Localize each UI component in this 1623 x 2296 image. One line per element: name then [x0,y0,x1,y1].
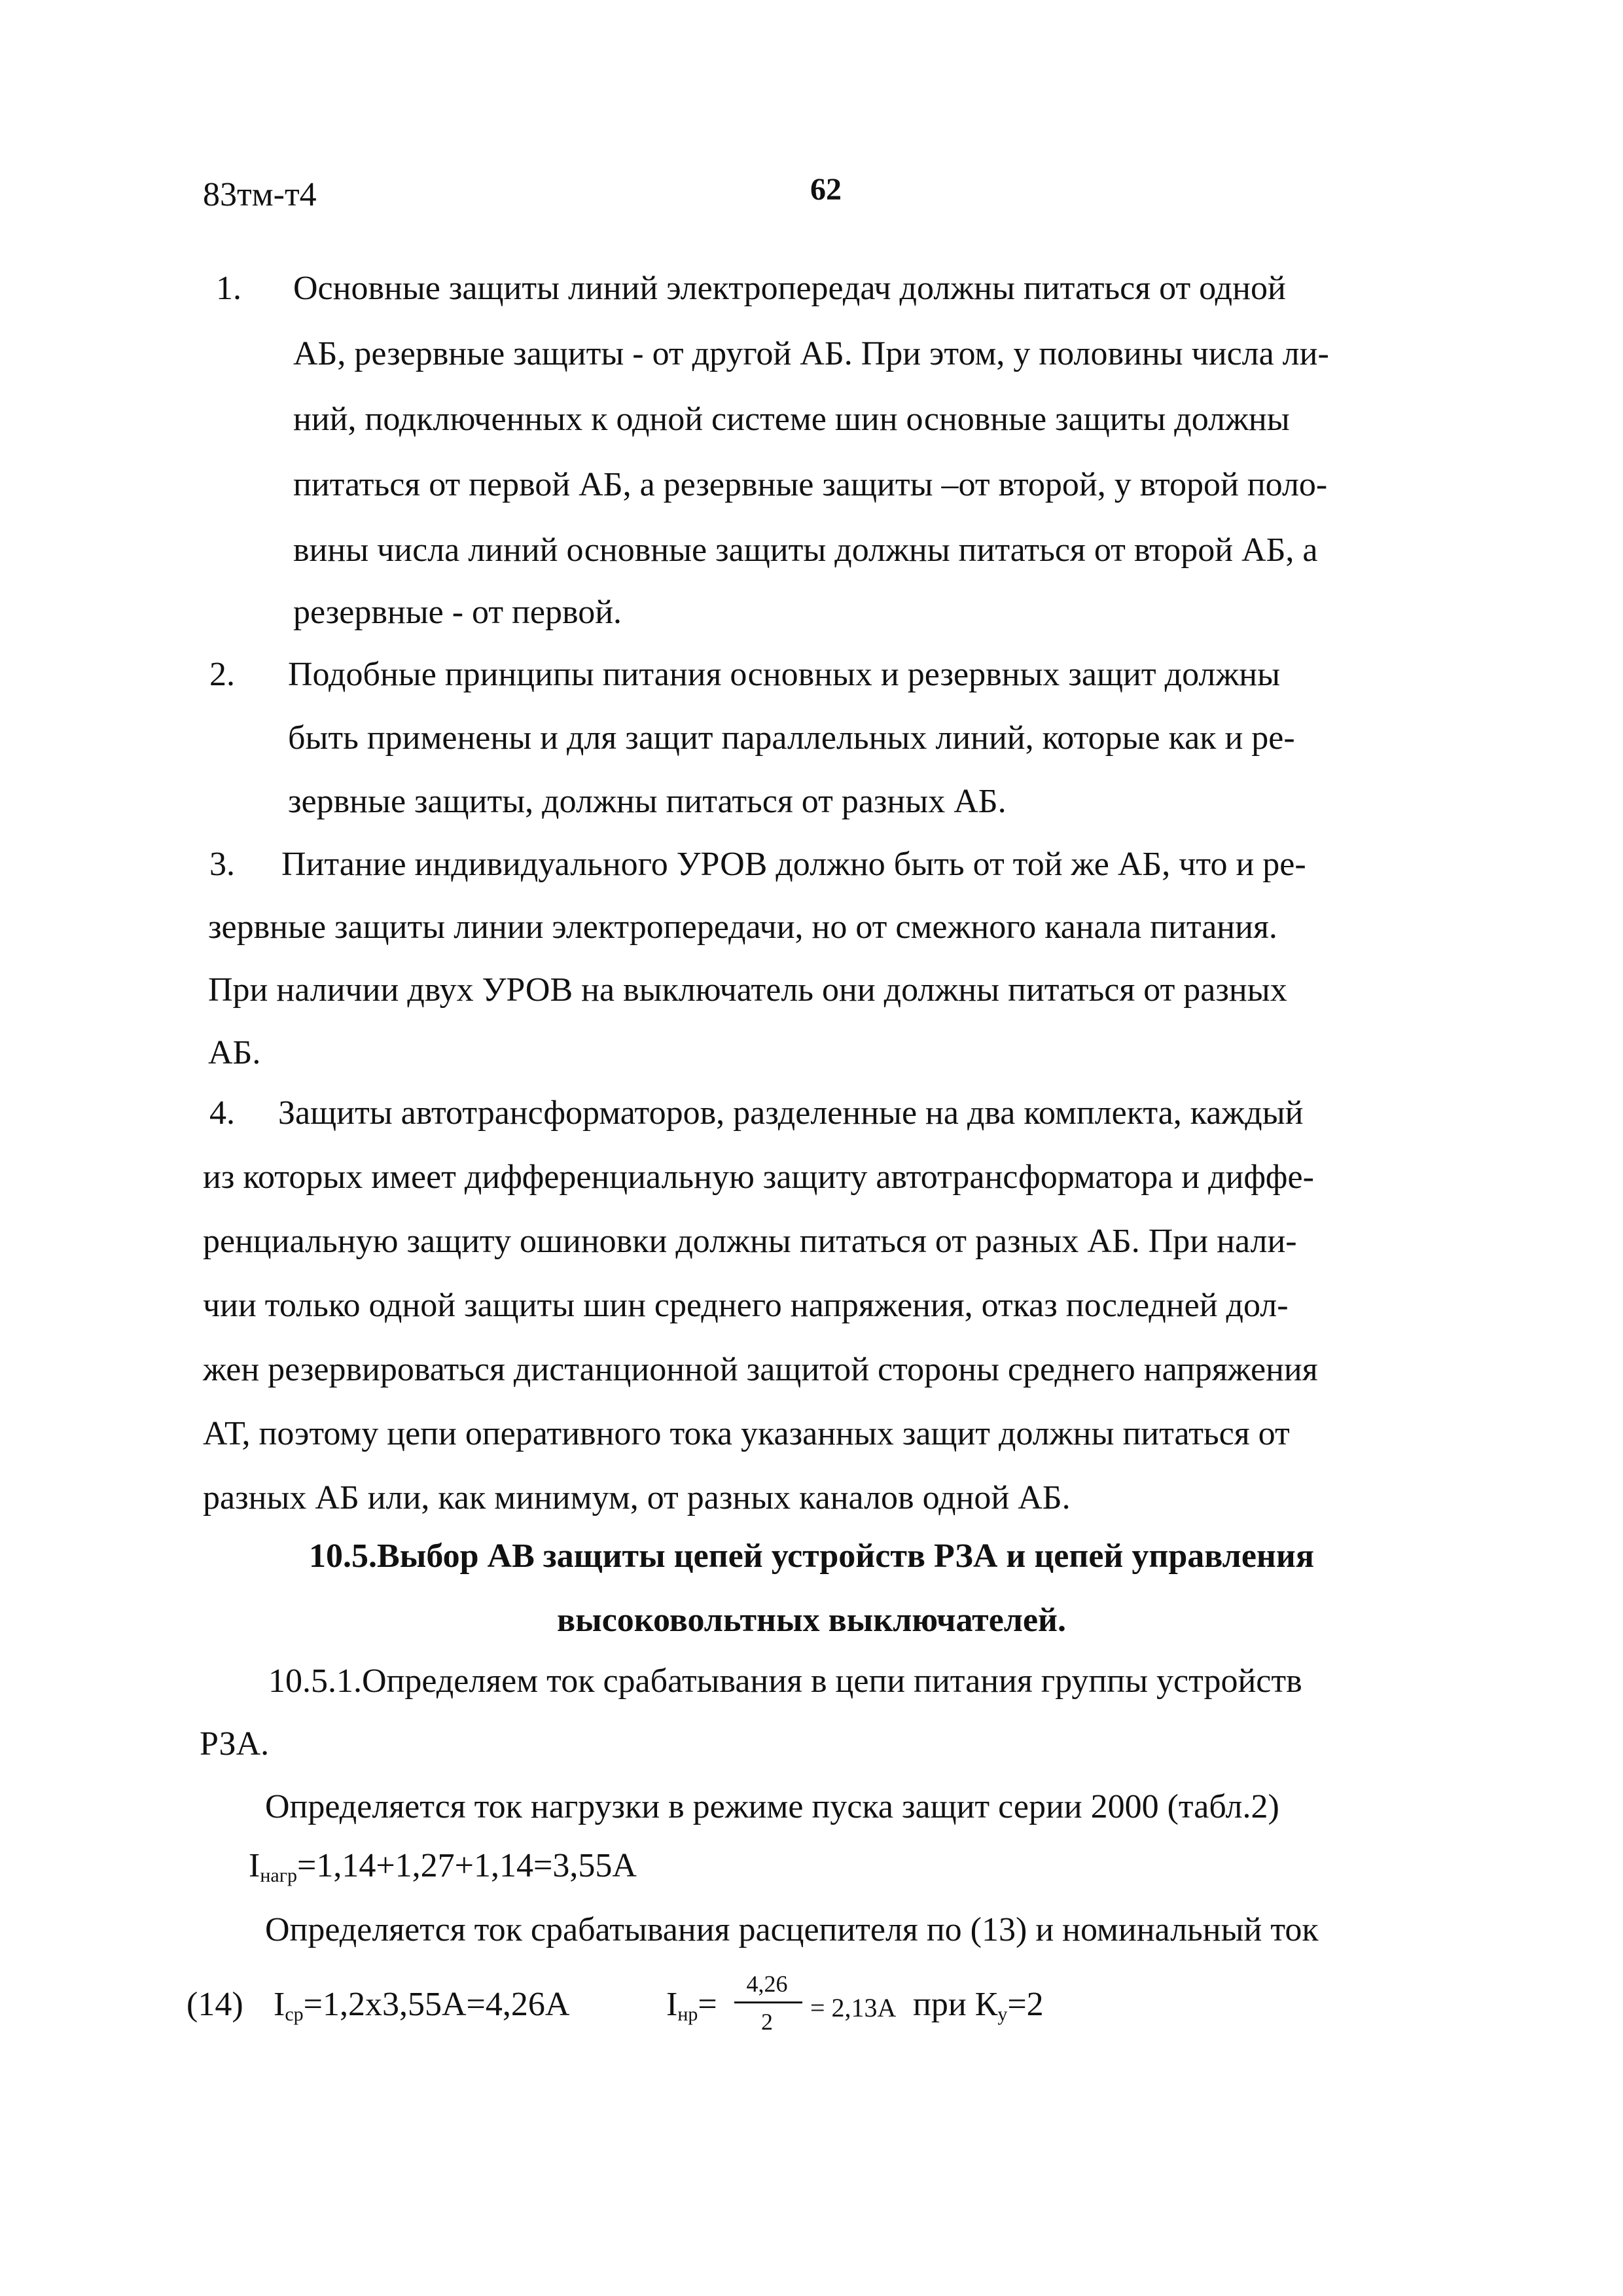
equation-number: (14) [187,1986,243,2023]
item-line: из которых имеет дифференциальную защиту автотрансформатора и диффе- [203,1158,1314,1196]
item-line: чии только одной защиты шин среднего напряжения, отказ последней дол- [203,1287,1289,1324]
item-line: Основные защиты линий электропередач должны питаться от одной [293,270,1286,307]
item-line: вины числа линий основные защиты должны питаться от второй АБ, а [293,531,1318,569]
fraction-numerator: 4,26 [746,1971,788,1997]
section-heading-line: высоковольтных выключателей. [557,1602,1066,1639]
item-line: ний, подключенных к одной системе шин основные защиты должны [293,401,1290,438]
item-line: АТ, поэтому цепи оперативного тока указанных защит должны питаться от [203,1415,1290,1452]
page-number: 62 [810,172,842,207]
fraction-bar [734,2001,802,2003]
subsection-line: 10.5.1.Определяем ток срабатывания в цепи питания группы устройств [268,1662,1302,1700]
nominal-result: = 2,13А [810,1993,897,2022]
fraction-denominator: 2 [761,2009,773,2035]
item-line: резервные - от первой. [293,594,622,631]
item-line: быть применены и для защит параллельных линий, которые как и ре- [288,719,1295,757]
item-line: питаться от первой АБ, а резервные защиты –от второй, у второй поло- [293,466,1328,503]
item-line: Питание индивидуального УРОВ должно быть от той же АБ, что и ре- [281,846,1306,883]
trip-formula: $I_{ср}=1,2х3,55А=4,26А$ [274,1986,570,2025]
item-line: жен резервироваться дистанционной защитой стороны среднего напряжения [203,1351,1318,1388]
load-intro: Определяется ток нагрузки в режиме пуска защит серии 2000 (табл.2) [265,1788,1279,1825]
item-line: АБ. [208,1034,261,1071]
nominal-condition: при $К_у=2$ [913,1986,1044,2025]
load-formula: $I_{нагр}=1,14+1,27+1,14=3,55А$ [249,1847,637,1886]
item-line: разных АБ или, как минимум, от разных каналов одной АБ. [203,1479,1071,1516]
item-line: зервные защиты, должны питаться от разных АБ. [288,783,1007,820]
item-number: 3. [209,846,235,883]
section-heading-line: 10.5.Выбор АВ защиты цепей устройств РЗА и цепей управления [309,1537,1314,1575]
item-number: 2. [209,656,235,693]
item-line: При наличии двух УРОВ на выключатель они должны питаться от разных [208,971,1287,1009]
item-number: 4. [209,1094,235,1132]
nominal-symbol: $I_{нр}=$ [666,1986,717,2025]
item-line: Подобные принципы питания основных и резервных защит должны [288,656,1281,693]
document-code: 83тм-т4 [203,176,317,213]
item-line: зервные защиты линии электропередачи, но от смежного канала питания. [208,908,1277,946]
trip-intro: Определяется ток срабатывания расцепителя по (13) и номинальный ток [265,1911,1319,1948]
item-line: ренциальную защиту ошиновки должны питаться от разных АБ. При нали- [203,1223,1297,1260]
item-line: АБ, резервные защиты - от другой АБ. При этом, у половины числа ли- [293,335,1329,372]
subsection-line: РЗА. [200,1725,270,1763]
item-line: Защиты автотрансформаторов, разделенные на два комплекта, каждый [278,1094,1304,1132]
item-number: 1. [216,270,241,307]
